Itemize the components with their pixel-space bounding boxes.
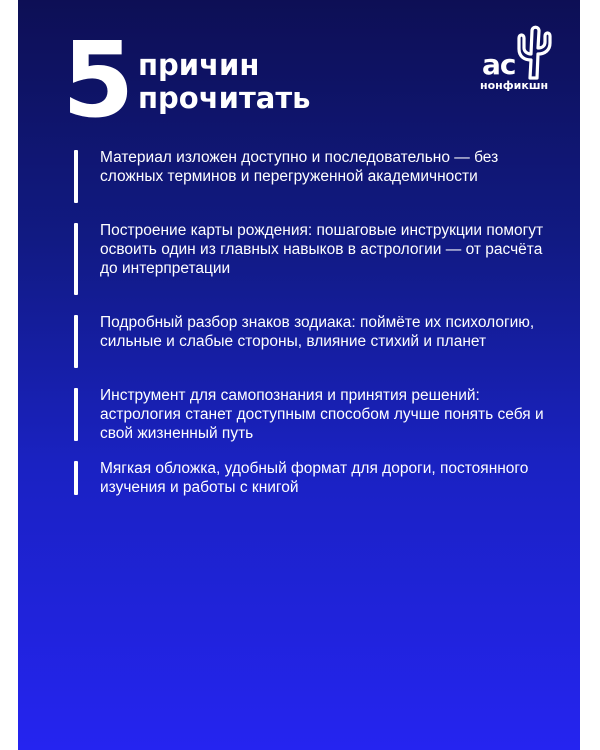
reasons-list (74, 148, 544, 497)
reason-text: Мягкая обложка, удобный формат для дороги, постоянного изучения и работы с книгой (100, 460, 529, 496)
reason-item (74, 386, 544, 443)
headline (138, 49, 310, 115)
reason-item (74, 459, 544, 497)
reason-text: Инструмент для самопознания и принятия решений: астрология станет доступным способом лучше понять себя и свой жизненный путь (100, 387, 544, 442)
publisher-logo (476, 24, 560, 100)
reason-text: Подробный разбор знаков зодиака: поймёте их психологию, сильные и слабые стороны, влияние стихий и планет (100, 314, 535, 350)
big-number: 5 (62, 19, 133, 141)
headline-line-1: причин (138, 48, 260, 82)
promo-card (18, 0, 580, 750)
cactus-icon (514, 24, 556, 80)
logo-subtitle: нонфикшн (480, 79, 549, 92)
reason-bar (74, 388, 78, 441)
logo-letters: ас (482, 48, 516, 81)
reason-item (74, 148, 544, 205)
reason-item (74, 313, 544, 370)
reason-bar (74, 223, 78, 295)
reason-bar (74, 461, 78, 495)
reason-item (74, 221, 544, 297)
reason-bar (74, 150, 78, 203)
headline-line-2: прочитать (138, 81, 311, 115)
reason-bar (74, 315, 78, 368)
reason-text: Построение карты рождения: пошаговые инструкции помогут освоить один из главных навыков в астрологии — от расчёта до интерпретации (100, 222, 544, 277)
reason-text: Материал изложен доступно и последовательно — без сложных терминов и перегруженной академичности (100, 149, 499, 185)
